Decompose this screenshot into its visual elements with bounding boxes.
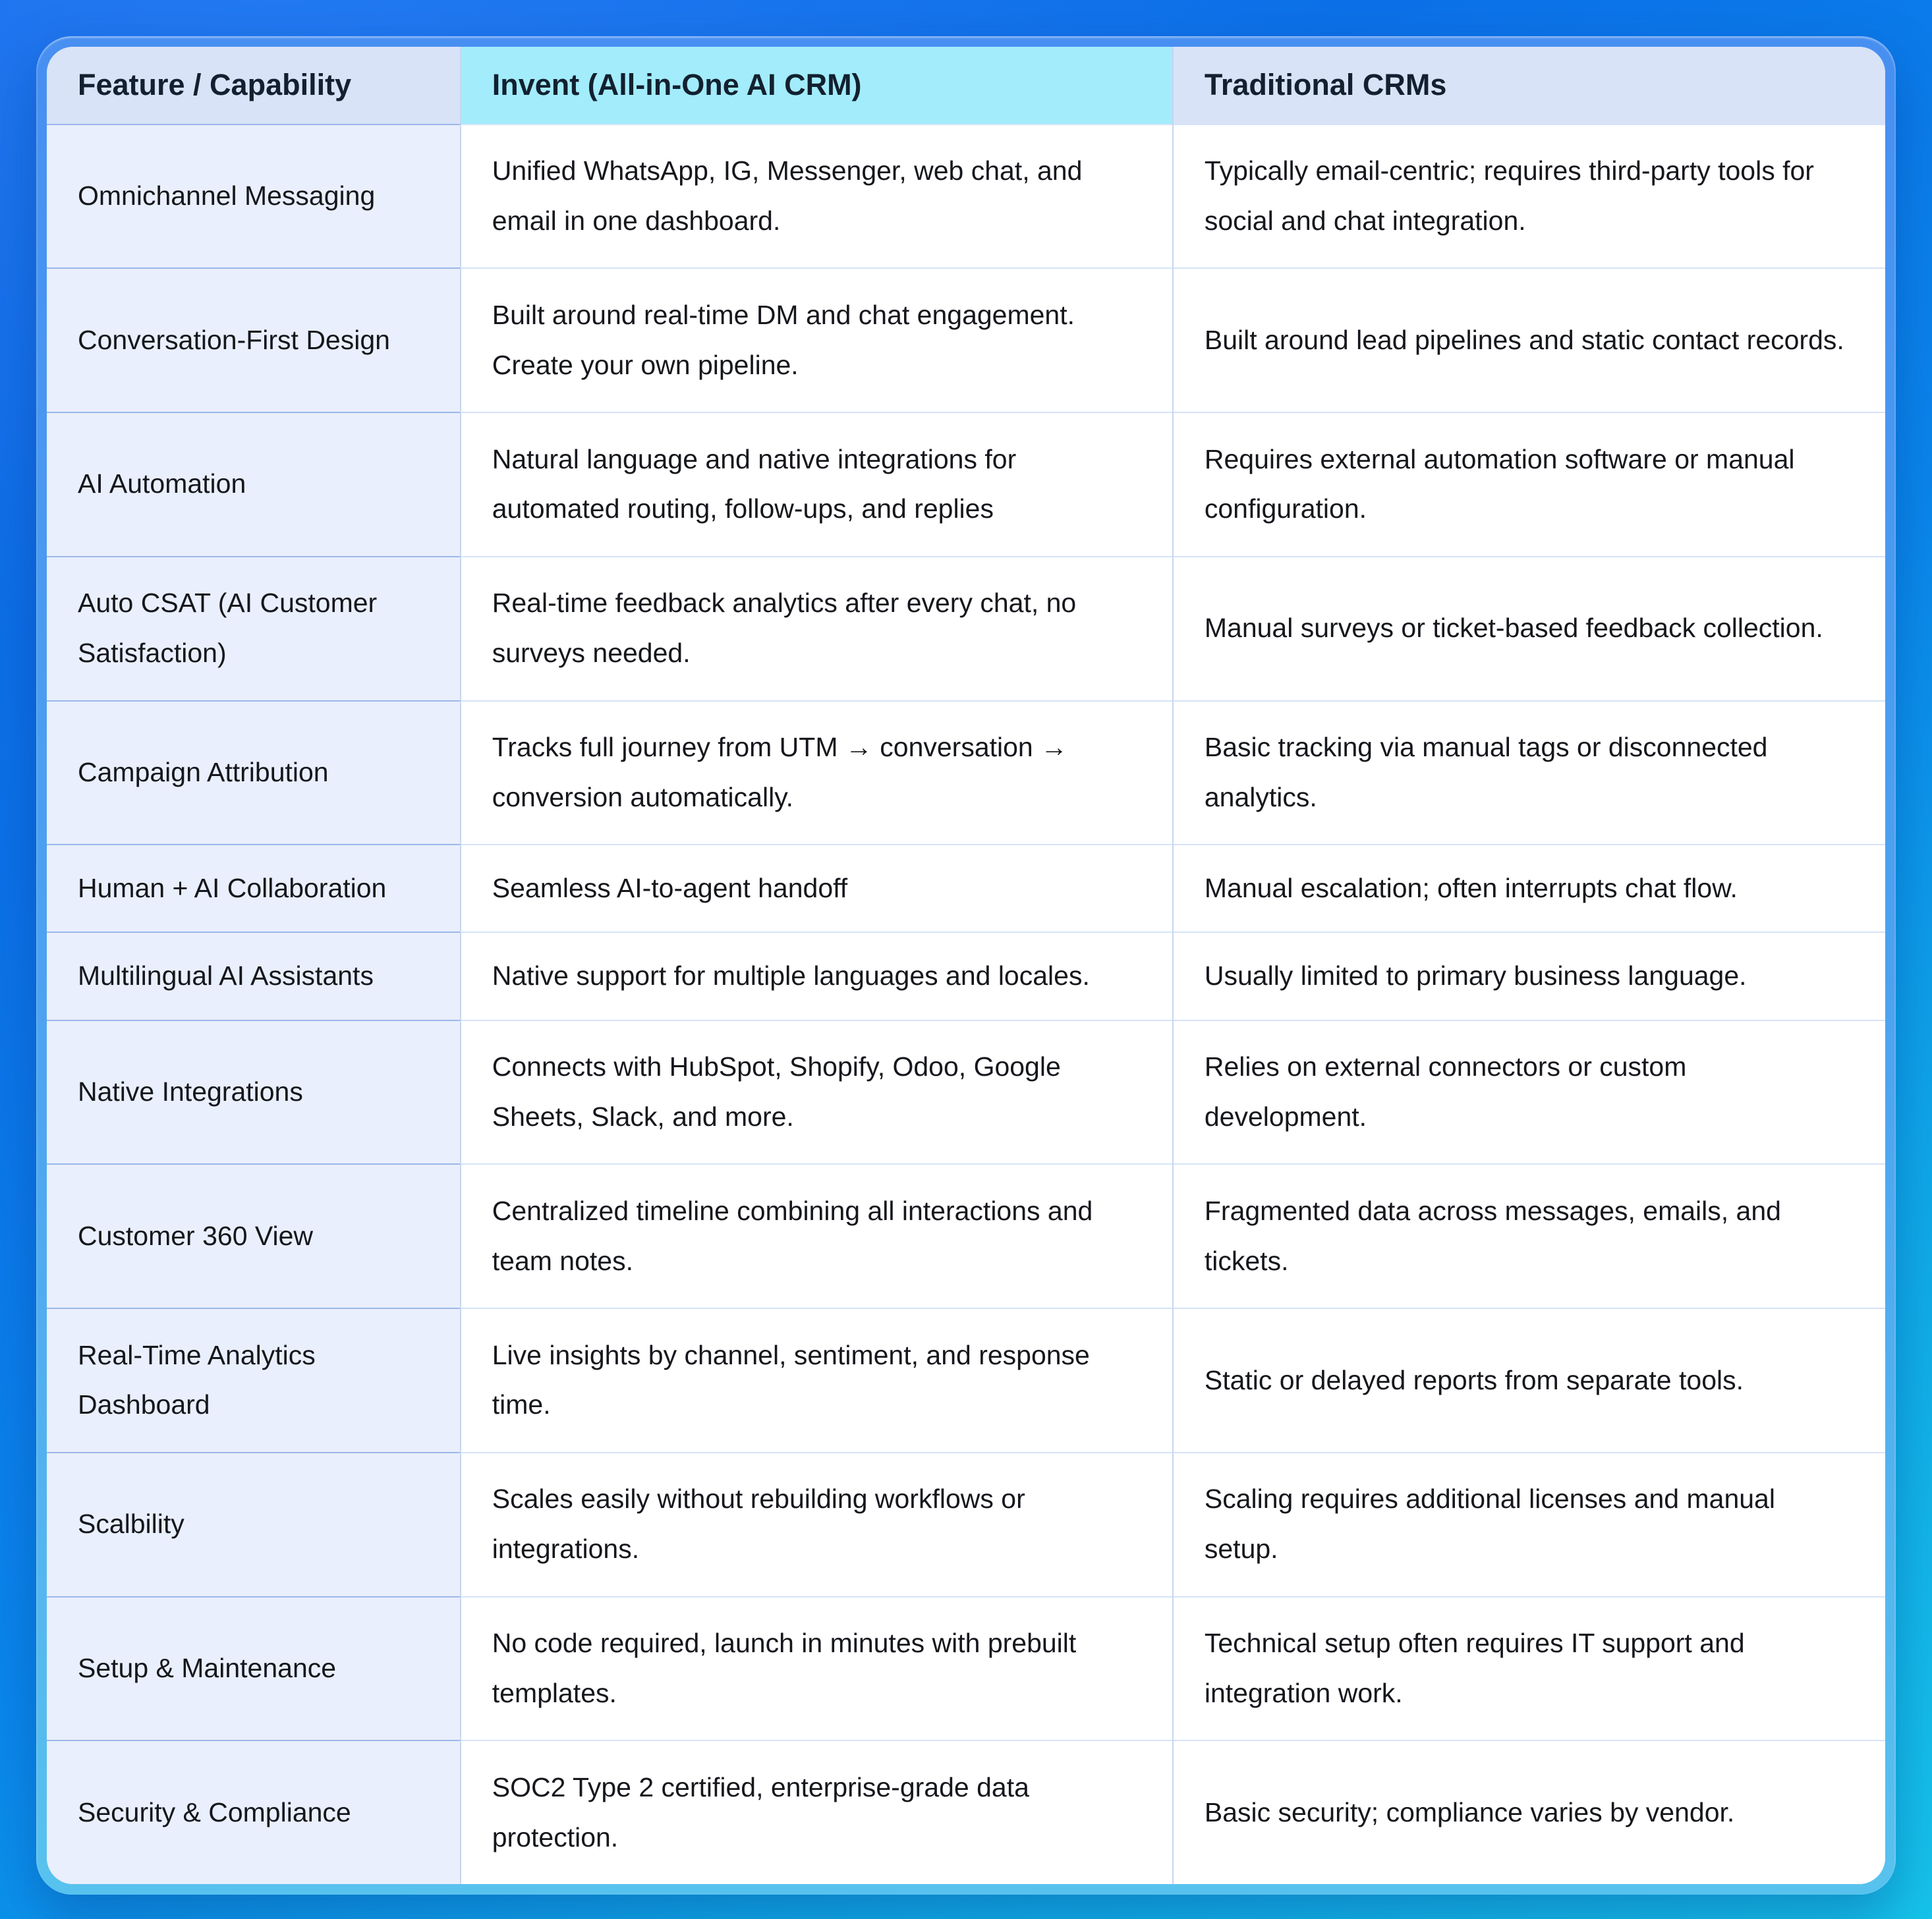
table-row-campaign-attribution (47, 701, 1885, 845)
table-row-scalbility (47, 1453, 1885, 1597)
feature-cell: Security & Compliance (47, 1740, 461, 1884)
traditional-cell: Built around lead pipelines and static contact records. (1173, 268, 1885, 412)
table-row-real-time-analytics-dashboard (47, 1308, 1885, 1453)
invent-cell: Tracks full journey from UTM → conversation → conversion automatically. (461, 701, 1173, 845)
feature-cell: Real-Time Analytics Dashboard (47, 1308, 461, 1453)
table-row-human-ai-collaboration (47, 845, 1885, 932)
column-header-traditional: Traditional CRMs (1173, 47, 1885, 125)
invent-cell: Seamless AI-to-agent handoff (461, 845, 1173, 932)
invent-cell: Real-time feedback analytics after every chat, no surveys needed. (461, 557, 1173, 701)
traditional-cell: Basic security; compliance varies by vendor. (1173, 1740, 1885, 1884)
invent-cell: Live insights by channel, sentiment, and response time. (461, 1308, 1173, 1453)
comparison-card (36, 36, 1896, 1895)
invent-cell: Scales easily without rebuilding workflows or integrations. (461, 1453, 1173, 1597)
table-row-auto-csat (47, 557, 1885, 701)
table-row-setup-maintenance (47, 1597, 1885, 1741)
feature-cell: AI Automation (47, 412, 461, 557)
invent-cell: No code required, launch in minutes with prebuilt templates. (461, 1597, 1173, 1741)
header-row (47, 47, 1885, 125)
table-row-customer-360-view (47, 1164, 1885, 1308)
invent-cell: Connects with HubSpot, Shopify, Odoo, Google Sheets, Slack, and more. (461, 1020, 1173, 1165)
table-row-ai-automation (47, 412, 1885, 557)
invent-cell: Native support for multiple languages and locales. (461, 932, 1173, 1020)
traditional-cell: Requires external automation software or manual configuration. (1173, 412, 1885, 557)
table-row-multilingual-ai-assistants (47, 932, 1885, 1020)
feature-cell: Customer 360 View (47, 1164, 461, 1308)
comparison-card-inner (47, 47, 1885, 1884)
invent-cell: Built around real-time DM and chat engagement. Create your own pipeline. (461, 268, 1173, 412)
feature-cell: Setup & Maintenance (47, 1597, 461, 1741)
traditional-cell: Relies on external connectors or custom development. (1173, 1020, 1885, 1165)
feature-cell: Omnichannel Messaging (47, 125, 461, 269)
traditional-cell: Technical setup often requires IT support and integration work. (1173, 1597, 1885, 1741)
table-row-conversation-first-design (47, 268, 1885, 412)
invent-cell: Natural language and native integrations for automated routing, follow-ups, and replies (461, 412, 1173, 557)
traditional-cell: Scaling requires additional licenses and manual setup. (1173, 1453, 1885, 1597)
traditional-cell: Fragmented data across messages, emails, and tickets. (1173, 1164, 1885, 1308)
feature-cell: Auto CSAT (AI Customer Satisfaction) (47, 557, 461, 701)
traditional-cell: Typically email-centric; requires third-party tools for social and chat integration. (1173, 125, 1885, 269)
table-row-omnichannel-messaging (47, 125, 1885, 269)
comparison-table (47, 47, 1885, 1884)
column-header-feature: Feature / Capability (47, 47, 461, 125)
feature-cell: Scalbility (47, 1453, 461, 1597)
traditional-cell: Static or delayed reports from separate tools. (1173, 1308, 1885, 1453)
feature-cell: Campaign Attribution (47, 701, 461, 845)
table-row-native-integrations (47, 1020, 1885, 1165)
feature-cell: Native Integrations (47, 1020, 461, 1165)
feature-cell: Multilingual AI Assistants (47, 932, 461, 1020)
feature-cell: Conversation-First Design (47, 268, 461, 412)
invent-cell: Centralized timeline combining all interactions and team notes. (461, 1164, 1173, 1308)
traditional-cell: Manual surveys or ticket-based feedback collection. (1173, 557, 1885, 701)
invent-cell: SOC2 Type 2 certified, enterprise-grade data protection. (461, 1740, 1173, 1884)
table-row-security-compliance (47, 1740, 1885, 1884)
traditional-cell: Basic tracking via manual tags or disconnected analytics. (1173, 701, 1885, 845)
traditional-cell: Usually limited to primary business language. (1173, 932, 1885, 1020)
feature-cell: Human + AI Collaboration (47, 845, 461, 932)
invent-cell: Unified WhatsApp, IG, Messenger, web chat, and email in one dashboard. (461, 125, 1173, 269)
traditional-cell: Manual escalation; often interrupts chat flow. (1173, 845, 1885, 932)
column-header-invent: Invent (All-in-One AI CRM) (461, 47, 1173, 125)
